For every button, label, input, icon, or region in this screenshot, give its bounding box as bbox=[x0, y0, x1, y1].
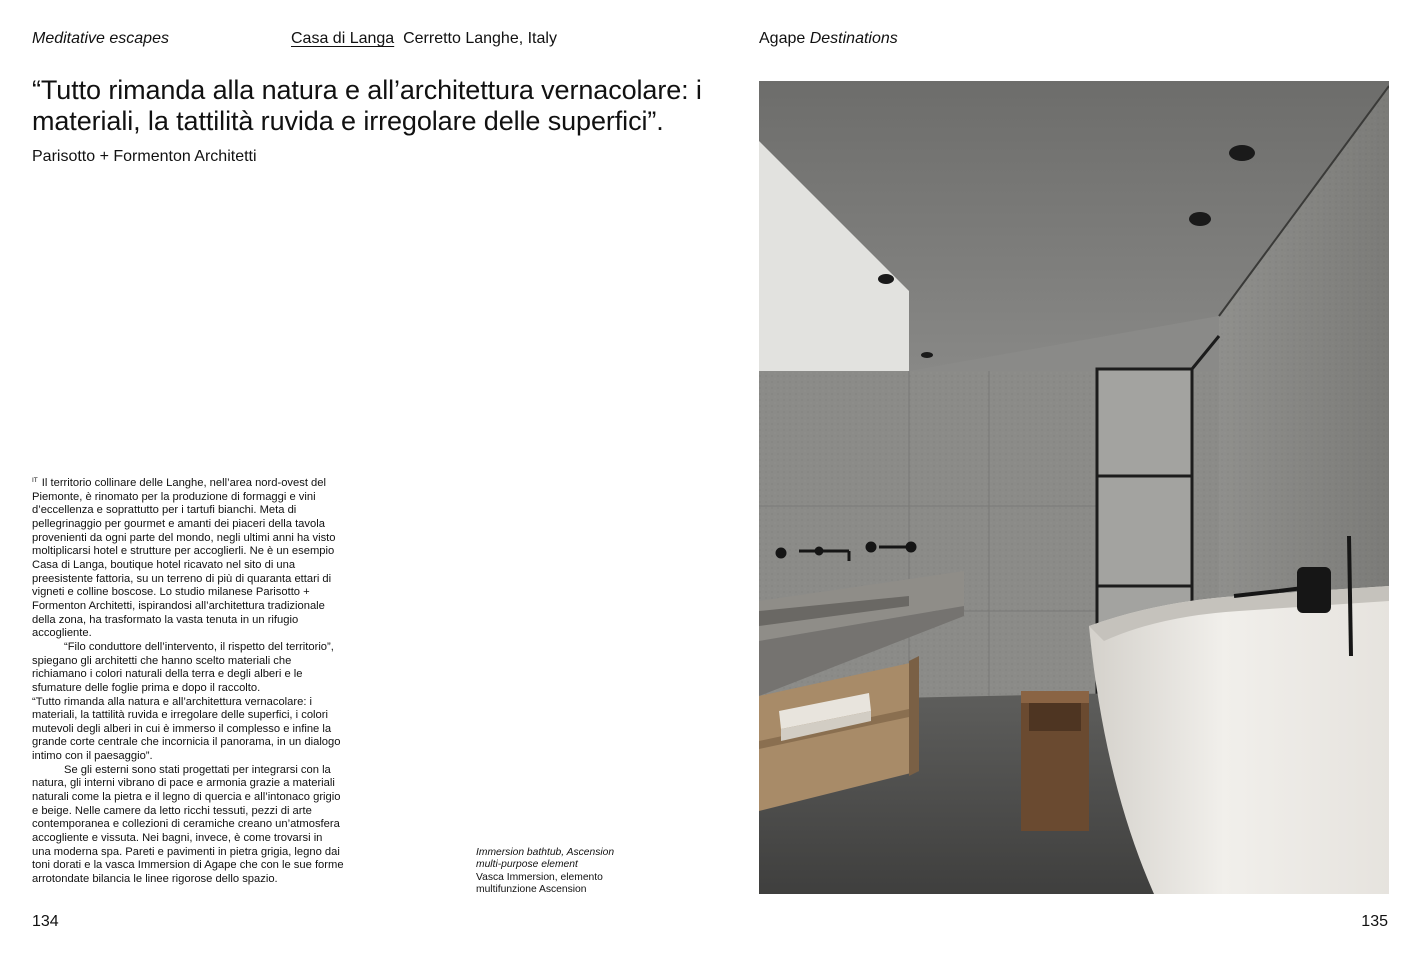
article-body bbox=[32, 474, 344, 887]
language-tag: IT bbox=[32, 477, 38, 484]
caption-en-line-1: Immersion bathtub, Ascension bbox=[476, 847, 615, 858]
body-paragraph-2: “Filo conduttore dell’intervento, il rispetto del territorio”, spiegano gli architetti che hanno scelto materiali che richiamano i colori naturali della terra e degli alberi e le sfumature delle foglie prima e dopo il raccolto. bbox=[32, 640, 334, 694]
body-paragraph-1: $^{IT}$ Il territorio collinare delle Langhe, nell’area nord-ovest del Piemonte, è rinomato per la produzione di formaggi e vini d’eccellenza e soprattutto per i tartufi bianchi. Meta di pellegrinaggio per gourmet e amanti dei piaceri della tavola provenienti da ogni parte del mondo, negli ultimi anni ha visto moltiplicarsi hotel e strutture per accoglierli. Ne è un esempio Casa di Langa, boutique hotel ricavato nel sito di una preesistente fattoria, su un terreno di più di quaranta ettari di vigneti e colline boscose. Lo studio milanese Parisotto + Formenton Architetti, ispirandosi all’architettura tradizionale della zona, ha trasformato la vasta tenuta in un rifugio accogliente. bbox=[32, 477, 336, 640]
series-name: Destinations bbox=[809, 30, 898, 47]
body-paragraph-3: “Tutto rimanda alla natura e all’architettura vernacolare: i materiali, la tattilità ruvida e irregolare delle superfici, i colori mutevoli degli alberi in cui è immerso il complesso e infine la grande corte centrale che incornicia il panorama, in un dialogo intimo con il paesaggio”. bbox=[32, 695, 341, 763]
place-location: Cerretto Langhe, Italy bbox=[403, 30, 557, 47]
place-name-link[interactable]: Casa di Langa bbox=[291, 30, 395, 47]
caption-it-line-1: Vasca Immersion, elemento bbox=[476, 871, 603, 883]
brand-name: Agape bbox=[759, 30, 806, 47]
place-header bbox=[291, 29, 557, 49]
photo-caption bbox=[476, 847, 646, 896]
body-paragraph-4: Se gli esterni sono stati progettati per integrarsi con la natura, gli interni vibrano di pace e armonia grazie a materiali naturali come la pietra e il legno di quercia e all’intonaco grigio e beige. Nelle camere da letto ricchi tessuti, pezzi di arte contemporanea e collezioni di ceramiche creano un’atmosfera accogliente e vissuta. Nei bagni, invece, è come trovarsi in una moderna spa. Pareti e pavimenti in pietra grigia, legno dai toni dorati e la vasca Immersion di Agape che con le sue forme arrotondate bilancia le linee rigorose dello spazio. bbox=[32, 763, 344, 886]
brand-header bbox=[759, 29, 898, 49]
bathroom-photo-icon bbox=[759, 81, 1389, 894]
quote-credit: Parisotto + Formenton Architetti bbox=[32, 148, 257, 165]
page-number-left: 134 bbox=[32, 913, 59, 930]
pull-quote bbox=[32, 75, 722, 172]
caption-it-line-2: multifunzione Ascension bbox=[476, 883, 587, 895]
bathroom-photo bbox=[759, 81, 1389, 894]
section-title: Meditative escapes bbox=[32, 30, 169, 47]
caption-en-line-2: multi-purpose element bbox=[476, 859, 578, 871]
quote-text: “Tutto rimanda alla natura e all’architettura vernacolare: i materiali, la tattilità ruvida e irregolare delle superfici”. bbox=[32, 75, 702, 136]
page-number-right: 135 bbox=[1361, 913, 1388, 930]
